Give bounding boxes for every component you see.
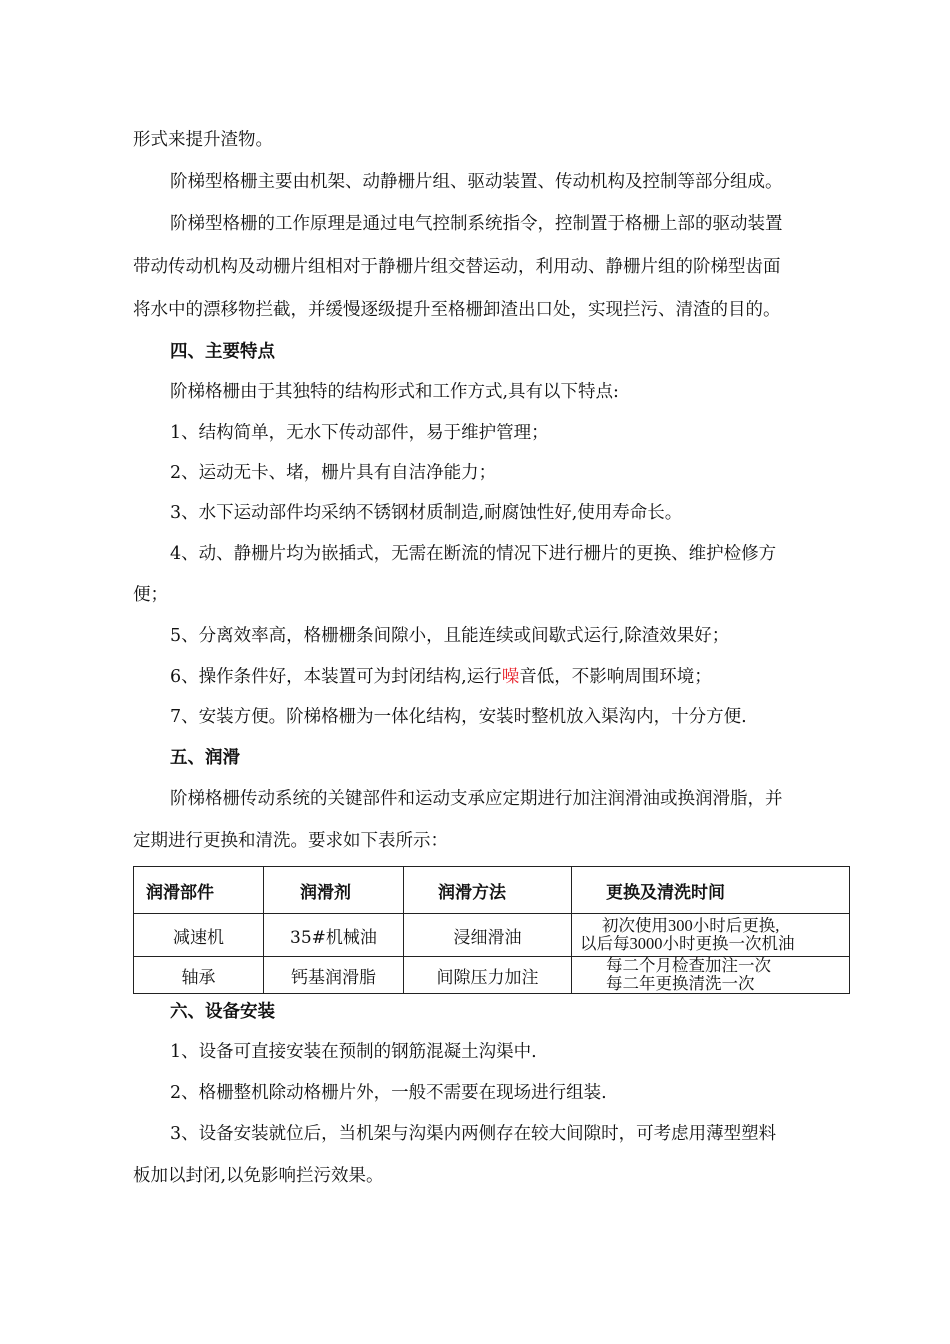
paragraph-principle-line3: 将水中的漂移物拦截，并缓慢逐级提升至格栅卸渣出口处，实现拦污、清渣的目的。 bbox=[133, 300, 781, 320]
installation-item-3-line1: 3、设备安装就位后，当机架与沟渠内两侧存在较大间隙时，可考虑用薄型塑料 bbox=[170, 1124, 777, 1144]
table-cell-time-line1: 每二个月检查加注一次 bbox=[606, 956, 771, 975]
table-cell-time bbox=[572, 914, 850, 957]
feature-item-6 bbox=[170, 665, 890, 689]
table-cell-part: 减速机 bbox=[134, 914, 264, 957]
section-heading-installation: 六、设备安装 bbox=[170, 1002, 275, 1022]
section-heading-features: 四、主要特点 bbox=[170, 342, 275, 362]
table-cell-part: 轴承 bbox=[134, 957, 264, 994]
feature-item-6-highlight: 噪 bbox=[501, 667, 520, 687]
feature-item-5: 5、分离效率高，格栅栅条间隙小，且能连续或间歇式运行,除渣效果好； bbox=[170, 626, 730, 646]
feature-item-2: 2、运动无卡、堵，栅片具有自洁净能力； bbox=[170, 463, 497, 483]
table-cell-lubricant: 35#机械油 bbox=[264, 914, 404, 957]
section-heading-lubrication: 五、润滑 bbox=[170, 748, 240, 768]
installation-item-3-line2: 板加以封闭,以免影响拦污效果。 bbox=[133, 1166, 384, 1186]
table-header-cell: 润滑部件 bbox=[134, 867, 264, 914]
feature-item-6-post: 音低，不影响周围环境； bbox=[519, 667, 712, 687]
table-cell-method: 浸细滑油 bbox=[404, 914, 572, 957]
lubrication-table bbox=[133, 866, 850, 994]
table-cell-lubricant: 钙基润滑脂 bbox=[264, 957, 404, 994]
feature-item-7: 7、安装方便。阶梯格栅为一体化结构，安装时整机放入渠沟内，十分方便. bbox=[170, 707, 747, 727]
feature-item-6-pre: 6、操作条件好，本装置可为封闭结构,运行 bbox=[170, 667, 502, 687]
installation-item-2: 2、格栅整机除动格栅片外，一般不需要在现场进行组装. bbox=[170, 1083, 607, 1103]
table-cell-time-line2: 以后每3000小时更换一次机油 bbox=[580, 934, 795, 953]
feature-item-3: 3、水下运动部件均采纳不锈钢材质制造,耐腐蚀性好,使用寿命长。 bbox=[170, 503, 683, 523]
table-cell-method: 间隙压力加注 bbox=[404, 957, 572, 994]
table-cell-time-line1: 初次使用300小时后更换, bbox=[602, 916, 780, 935]
table-cell-time bbox=[572, 957, 850, 994]
paragraph-principle-line1: 阶梯型格栅的工作原理是通过电气控制系统指令，控制置于格栅上部的驱动装置 bbox=[170, 214, 783, 234]
feature-item-4-line2: 便； bbox=[133, 585, 168, 605]
table-cell-time-line2: 每二年更换清洗一次 bbox=[606, 974, 755, 993]
table-header-row bbox=[134, 867, 850, 914]
feature-item-4-line1: 4、动、静栅片均为嵌插式，无需在断流的情况下进行栅片的更换、维护检修方 bbox=[170, 544, 777, 564]
lubrication-text-line2: 定期进行更换和清洗。要求如下表所示： bbox=[133, 831, 448, 851]
table-row bbox=[134, 957, 850, 994]
paragraph-continuation: 形式来提升渣物。 bbox=[133, 130, 273, 150]
table-header-cell: 更换及清洗时间 bbox=[572, 867, 850, 914]
table-header-cell: 润滑方法 bbox=[404, 867, 572, 914]
feature-item-1: 1、结构简单，无水下传动部件，易于维护管理； bbox=[170, 423, 549, 443]
installation-item-1: 1、设备可直接安装在预制的钢筋混凝土沟渠中. bbox=[170, 1042, 537, 1062]
paragraph-composition: 阶梯型格栅主要由机架、动静栅片组、驱动装置、传动机构及控制等部分组成。 bbox=[170, 172, 783, 192]
table-row bbox=[134, 914, 850, 957]
table-header-cell: 润滑剂 bbox=[264, 867, 404, 914]
lubrication-text-line1: 阶梯格栅传动系统的关键部件和运动支承应定期进行加注润滑油或换润滑脂，并 bbox=[170, 789, 783, 809]
features-intro: 阶梯格栅由于其独特的结构形式和工作方式,具有以下特点: bbox=[170, 382, 619, 402]
paragraph-principle-line2: 带动传动机构及动栅片组相对于静栅片组交替运动，利用动、静栅片组的阶梯型齿面 bbox=[133, 257, 781, 277]
